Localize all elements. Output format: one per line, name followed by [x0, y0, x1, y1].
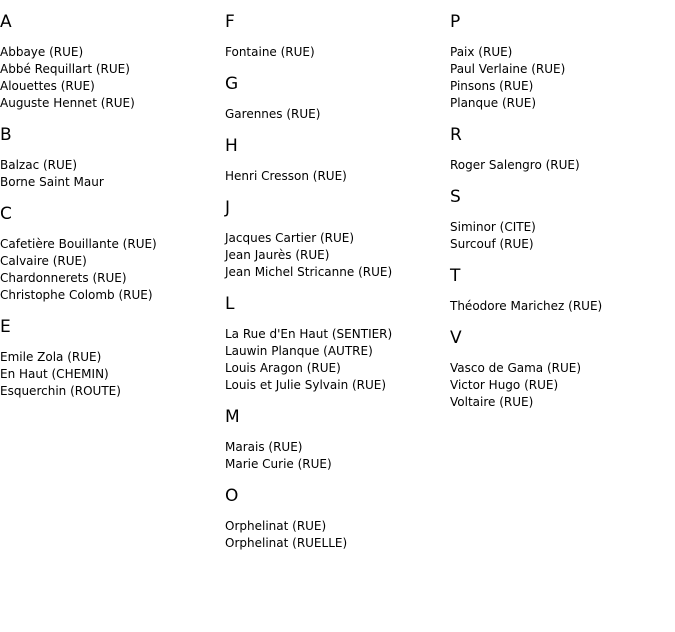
street-list-item[interactable]: Jean Michel Stricanne (RUE) [225, 265, 393, 279]
street-list-item[interactable]: Siminor (CITE) [450, 220, 536, 234]
section-letter-heading: V [450, 328, 462, 348]
street-list [225, 518, 392, 552]
section-letter-heading: G [225, 74, 239, 94]
section-letter-heading: T [450, 266, 461, 286]
street-list [450, 157, 602, 174]
street-list-item[interactable]: Abbé Requillart (RUE) [0, 62, 130, 76]
section-letter-heading: S [450, 187, 461, 207]
letter-section [0, 317, 157, 400]
index-column [450, 0, 602, 424]
street-list-item[interactable]: Alouettes (RUE) [0, 79, 95, 93]
street-list-item[interactable]: Surcouf (RUE) [450, 237, 534, 251]
section-letter-heading: B [0, 125, 12, 145]
street-list-item[interactable]: Théodore Marichez (RUE) [450, 299, 603, 313]
street-list-item[interactable]: Garennes (RUE) [225, 107, 321, 121]
street-list [0, 44, 157, 112]
letter-section [225, 294, 392, 394]
street-list [0, 349, 157, 400]
letter-section [225, 486, 392, 552]
letter-section [0, 204, 157, 304]
letter-section [225, 74, 392, 123]
section-letter-heading: R [450, 125, 462, 145]
street-list-item[interactable]: Jean Jaurès (RUE) [225, 248, 330, 262]
street-list [0, 236, 157, 304]
street-list-item[interactable]: Cafetière Bouillante (RUE) [0, 237, 157, 251]
street-list [225, 439, 392, 473]
letter-section [225, 407, 392, 473]
street-list-item[interactable]: Emile Zola (RUE) [0, 350, 102, 364]
street-list [450, 360, 602, 411]
street-list-item[interactable]: Esquerchin (ROUTE) [0, 384, 121, 398]
letter-section [450, 187, 602, 253]
street-list-item[interactable]: Planque (RUE) [450, 96, 537, 110]
street-list-item[interactable]: En Haut (CHEMIN) [0, 367, 109, 381]
letter-section [450, 328, 602, 411]
street-list-item[interactable]: Louis Aragon (RUE) [225, 361, 341, 375]
section-letter-heading: M [225, 407, 240, 427]
street-list [450, 298, 602, 315]
street-list-item[interactable]: Christophe Colomb (RUE) [0, 288, 153, 302]
street-list-item[interactable]: Victor Hugo (RUE) [450, 378, 559, 392]
letter-section [450, 125, 602, 174]
section-letter-heading: A [0, 12, 12, 32]
letter-section [0, 12, 157, 112]
street-list-item[interactable]: Abbaye (RUE) [0, 45, 84, 59]
street-list-item[interactable]: Vasco de Gama (RUE) [450, 361, 582, 375]
street-list [225, 326, 392, 394]
street-list [450, 219, 602, 253]
index-column [225, 0, 392, 565]
street-list-item[interactable]: Paul Verlaine (RUE) [450, 62, 566, 76]
letter-section [450, 266, 602, 315]
street-list [225, 44, 392, 61]
street-list-item[interactable]: Voltaire (RUE) [450, 395, 534, 409]
letter-section [450, 12, 602, 112]
street-list [0, 157, 157, 191]
section-letter-heading: P [450, 12, 461, 32]
street-list-item[interactable]: Jacques Cartier (RUE) [225, 231, 355, 245]
street-list-item[interactable]: Pinsons (RUE) [450, 79, 534, 93]
street-list-item[interactable]: Balzac (RUE) [0, 158, 78, 172]
street-list-item[interactable]: Louis et Julie Sylvain (RUE) [225, 378, 387, 392]
street-list-item[interactable]: Borne Saint Maur [0, 175, 104, 189]
street-list-item[interactable]: Marie Curie (RUE) [225, 457, 332, 471]
section-letter-heading: H [225, 136, 238, 156]
street-list-item[interactable]: Henri Cresson (RUE) [225, 169, 347, 183]
street-list-item[interactable]: Paix (RUE) [450, 45, 513, 59]
letter-section [225, 136, 392, 185]
section-letter-heading: F [225, 12, 235, 32]
street-list [225, 106, 392, 123]
street-list [225, 168, 392, 185]
street-list-item[interactable]: Calvaire (RUE) [0, 254, 87, 268]
street-list-item[interactable]: Orphelinat (RUE) [225, 519, 327, 533]
letter-section [0, 125, 157, 191]
street-list-item[interactable]: La Rue d'En Haut (SENTIER) [225, 327, 393, 341]
street-list-item[interactable]: Marais (RUE) [225, 440, 303, 454]
section-letter-heading: O [225, 486, 239, 506]
section-letter-heading: L [225, 294, 235, 314]
street-list-item[interactable]: Orphelinat (RUELLE) [225, 536, 348, 550]
index-column [0, 0, 157, 413]
letter-section [225, 12, 392, 61]
street-list [225, 230, 392, 281]
street-list-item[interactable]: Auguste Hennet (RUE) [0, 96, 135, 110]
street-list-item[interactable]: Chardonnerets (RUE) [0, 271, 127, 285]
section-letter-heading: J [225, 198, 231, 218]
street-list [450, 44, 602, 112]
street-list-item[interactable]: Fontaine (RUE) [225, 45, 315, 59]
street-list-item[interactable]: Lauwin Planque (AUTRE) [225, 344, 373, 358]
letter-section [225, 198, 392, 281]
street-list-item[interactable]: Roger Salengro (RUE) [450, 158, 580, 172]
section-letter-heading: E [0, 317, 11, 337]
section-letter-heading: C [0, 204, 12, 224]
